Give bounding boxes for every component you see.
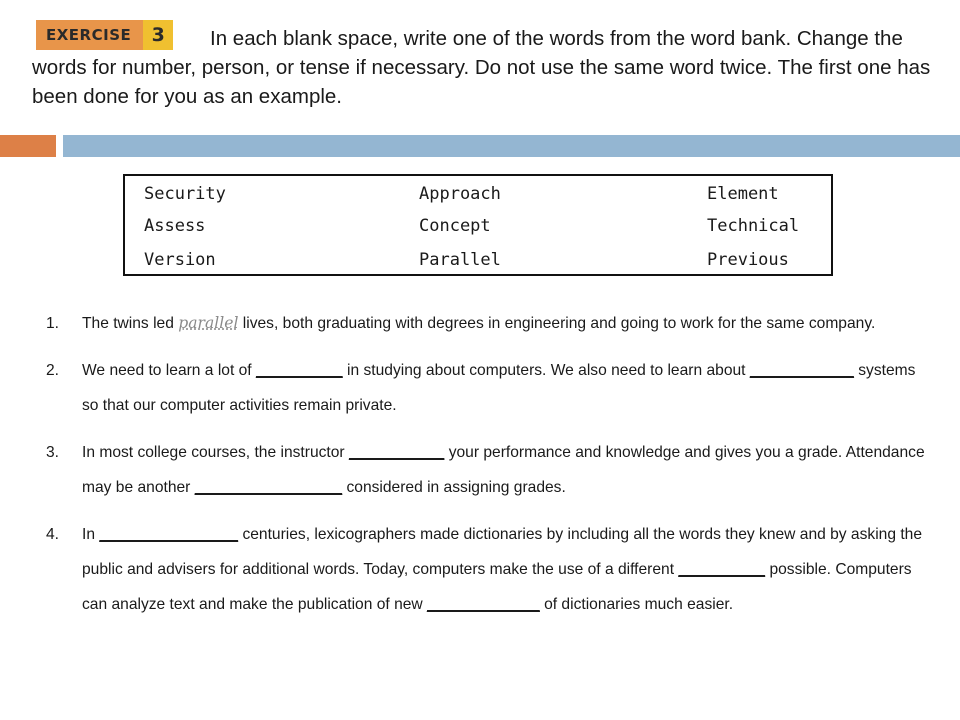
- instructions-text: In each blank space, write one of the words from the word bank. Change the words for number, person, or tense if necessary. Do not use the same word twice. The first one has been done for you as an example.: [32, 27, 931, 108]
- item-text: systems so that our computer activities remain private.: [82, 362, 916, 414]
- word-bank-word: Element: [707, 184, 779, 204]
- item-text: possible. Computers can analyze text and make the publication of new: [82, 561, 912, 613]
- word-bank-word: Assess: [144, 216, 206, 236]
- answer-blank[interactable]: __________: [255, 362, 343, 379]
- item-number: 1.: [46, 315, 60, 332]
- word-bank-word: Concept: [419, 216, 491, 236]
- exercise-badge-label: EXERCISE: [36, 20, 143, 50]
- exercise-item: [40, 517, 930, 622]
- item-text: in studying about computers. We also need to learn about: [342, 362, 750, 379]
- divider-accent-blue: [63, 135, 960, 157]
- item-text: centuries, lexicographers made dictionaries by including all the words they knew and by asking the public and advisers for additional words. Today, computers make the use of a different: [82, 526, 923, 578]
- item-text: lives, both graduating with degrees in engineering and going to work for the same company.: [238, 315, 876, 332]
- answer-blank[interactable]: _________________: [194, 479, 343, 496]
- item-text: We need to learn a lot of: [82, 362, 256, 379]
- item-number: 3.: [46, 444, 60, 461]
- answer-blank[interactable]: __________: [678, 561, 766, 578]
- word-bank: [123, 174, 833, 276]
- answer-blank[interactable]: ________________: [99, 526, 239, 543]
- exercise-list: [40, 306, 930, 622]
- item-text: In most college courses, the instructor: [82, 444, 349, 461]
- item-number: 4.: [46, 526, 60, 543]
- example-answer: parallel: [178, 314, 239, 332]
- item-text: of dictionaries much easier.: [539, 596, 734, 613]
- answer-blank[interactable]: _____________: [427, 596, 540, 613]
- answer-blank[interactable]: ____________: [749, 362, 854, 379]
- word-bank-word: Approach: [419, 184, 501, 204]
- word-bank-word: Version: [144, 250, 216, 270]
- exercise-item: [40, 435, 930, 505]
- item-text: your performance and knowledge and gives you a grade. Attendance may be another: [82, 444, 925, 496]
- item-number: 2.: [46, 362, 60, 379]
- item-text: In: [82, 526, 100, 543]
- divider-accent-orange: [0, 135, 56, 157]
- exercise-item: [40, 306, 930, 341]
- answer-blank[interactable]: ___________: [348, 444, 445, 461]
- word-bank-word: Security: [144, 184, 226, 204]
- item-text: The twins led: [82, 315, 179, 332]
- word-bank-word: Parallel: [419, 250, 501, 270]
- word-bank-word: Previous: [707, 250, 789, 270]
- word-bank-word: Technical: [707, 216, 800, 236]
- exercise-item: [40, 353, 930, 423]
- item-text: considered in assigning grades.: [342, 479, 566, 496]
- exercise-badge-number: 3: [143, 20, 173, 50]
